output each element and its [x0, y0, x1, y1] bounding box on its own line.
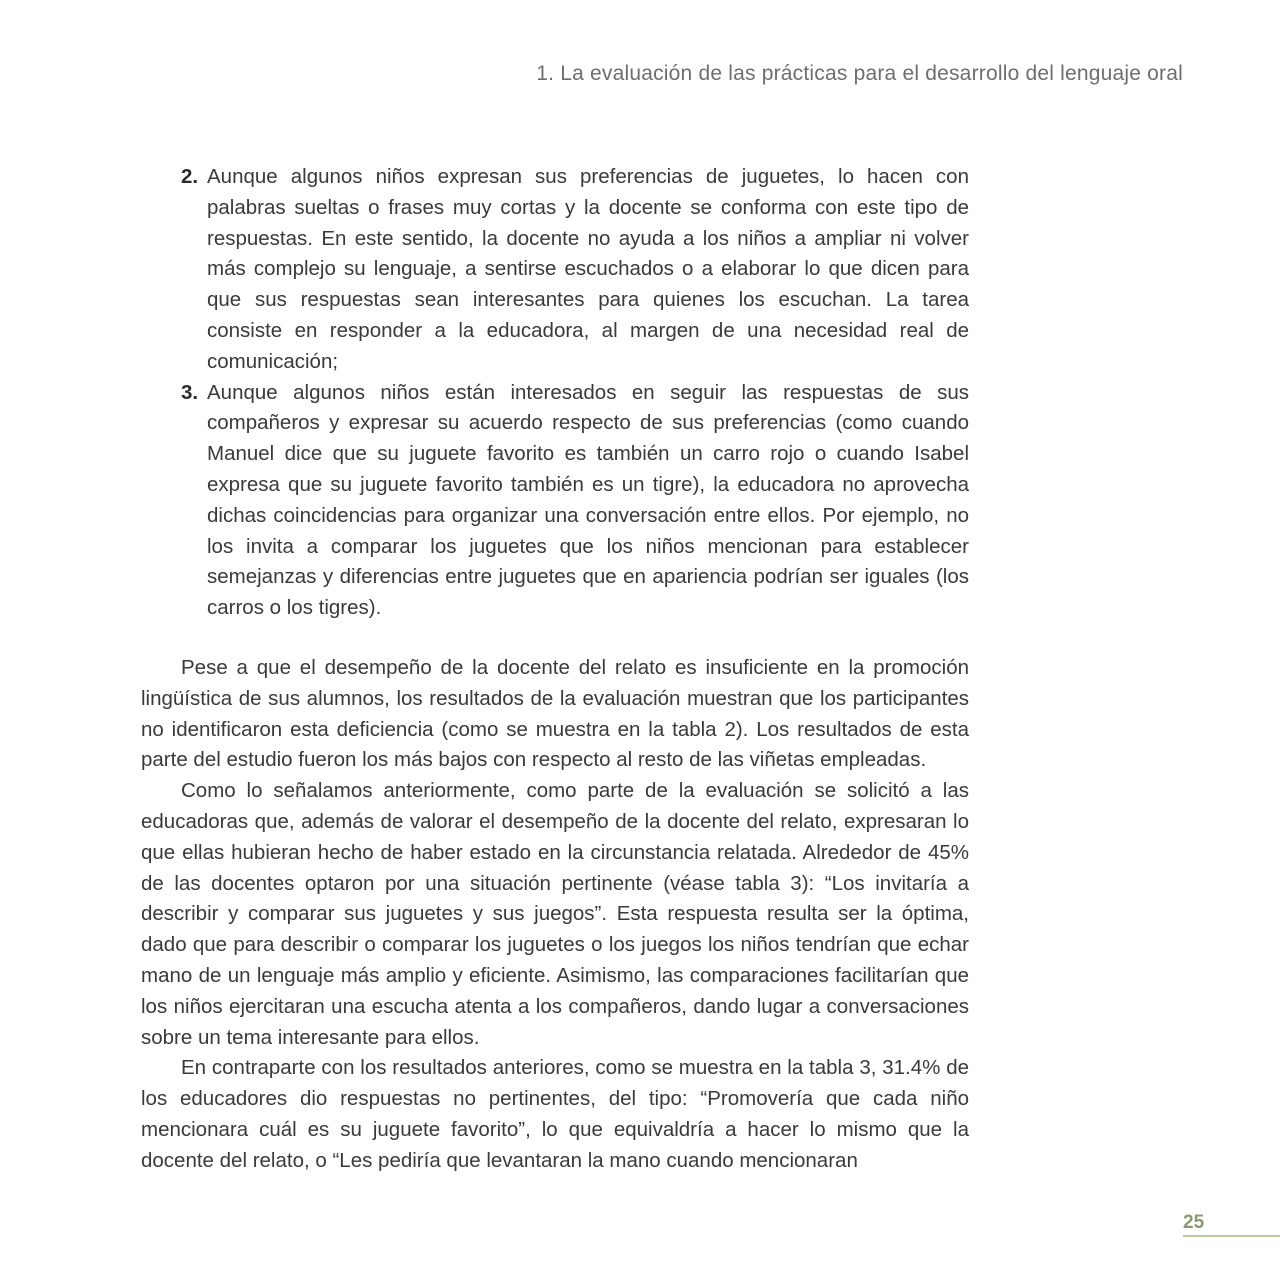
list-item [181, 378, 969, 624]
running-header: 1. La evaluación de las prácticas para el desarrollo del lenguaje oral [536, 62, 1183, 85]
numbered-list [141, 162, 969, 624]
page-number-rule [1183, 1235, 1280, 1237]
list-item-text: Aunque algunos niños están interesados en seguir las respuestas de sus compañeros y expresar su acuerdo respecto de sus preferencias (como cuando Manuel dice que su juguete favorito es también un carro rojo o cuando Isabel expresa que su juguete favorito también es un tigre), la educadora no aprovecha dichas coincidencias para organizar una conversación entre ellos. Por ejemplo, no los invita a comparar los juguetes que los niños mencionan para establecer semejanzas y diferencias entre juguetes que en apariencia podrían ser iguales (los carros o los tigres). [207, 380, 969, 620]
page-body [141, 162, 969, 1177]
page-number: 25 [1183, 1212, 1205, 1233]
list-item-text: Aunque algunos niños expresan sus preferencias de juguetes, lo hacen con palabras sueltas o frases muy cortas y la docente se conforma con este tipo de respuestas. En este sentido, la docente no ayuda a los niños a ampliar ni volver más complejo su lenguaje, a sentirse escuchados o a elaborar lo que dicen para que sus respuestas sean interesantes para quienes los escuchan. La tarea consiste en responder a la educadora, al margen de una necesidad real de comunicación; [207, 165, 969, 373]
list-item-number: 3. [181, 380, 199, 404]
list-item [181, 162, 969, 378]
body-paragraph: En contraparte con los resultados anteriores, como se muestra en la tabla 3, 31.4% de los educadores dio respuestas no pertinentes, del tipo: “Promovería que cada niño mencionara cuál es su juguete favorito”, lo que equivaldría a hacer lo mismo que la docente del relato, o “Les pediría que levantaran la mano cuando mencionaran [141, 1056, 969, 1172]
body-paragraph: Como lo señalamos anteriormente, como parte de la evaluación se solicitó a las educadoras que, además de valorar el desempeño de la docente del relato, expresaran lo que ellas hubieran hecho de haber estado en la circunstancia relatada. Alrededor de 45% de las docentes optaron por una situación pertinente (véase tabla 3): “Los invitaría a describir y comparar sus juguetes y sus juegos”. Esta respuesta resulta ser la óptima, dado que para describir o comparar los juguetes o los juegos los niños tendrían que echar mano de un lenguaje más amplio y eficiente. Asimismo, las comparaciones facilitarían que los niños ejercitaran una escucha atenta a los compañeros, dando lugar a conversaciones sobre un tema interesante para ellos. [141, 779, 969, 1049]
body-paragraph: Pese a que el desempeño de la docente del relato es insuficiente en la promoción lingüística de sus alumnos, los resultados de la evaluación muestran que los participantes no identificaron esta deficiencia (como se muestra en la tabla 2). Los resultados de esta parte del estudio fueron los más bajos con respecto al resto de las viñetas empleadas. [141, 655, 969, 772]
list-item-number: 2. [181, 165, 199, 188]
